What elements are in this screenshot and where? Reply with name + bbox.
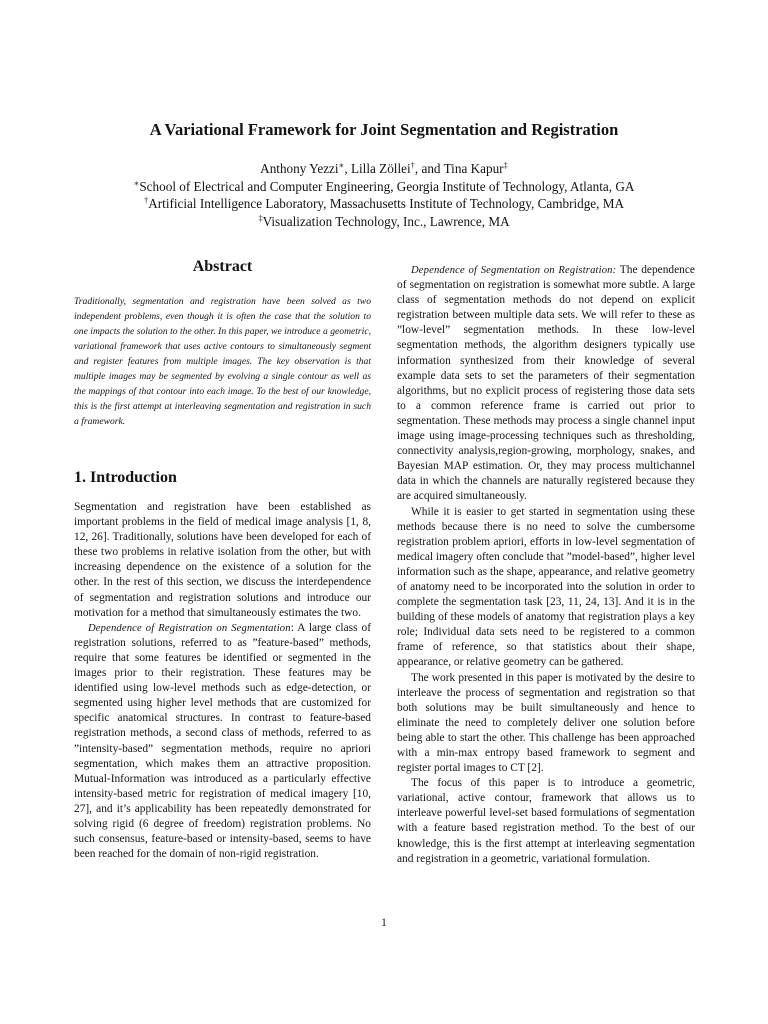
affiliation-mark: ∗ — [133, 177, 140, 188]
paper-title: A Variational Framework for Joint Segmentation and Registration — [149, 120, 619, 139]
author-mark: † — [410, 160, 415, 170]
author-separator: , and — [414, 161, 444, 176]
intro-paragraph-2 — [74, 621, 371, 863]
author-zollei: Lilla Zöllei — [350, 161, 411, 176]
affiliation-text: Visualization Technology, Inc., Lawrence, MA — [262, 213, 510, 229]
left-column-body — [74, 500, 371, 862]
affiliation-2 — [0, 195, 768, 213]
intro-paragraph-5: The work presented in this paper is motivated by the desire to interleave the process of segmentation and registration so that both solutions may be built simultaneously and hence to eliminate the need to completely deliver one solution before being able to start the other. This challenge has been approached with a min-max entropy based framework to segment and register portal images to CT [2]. — [397, 671, 695, 775]
affiliation-text: School of Electrical and Computer Engineering, Georgia Institute of Technology, Atlanta, GA — [139, 178, 635, 194]
author-line — [0, 160, 768, 178]
abstract-heading: Abstract — [192, 258, 253, 275]
runin-heading-segmentation: Dependence of Segmentation on Registration: — [411, 265, 617, 276]
affiliation-1 — [0, 178, 768, 196]
affiliation-3 — [0, 213, 768, 231]
abstract-text: Traditionally, segmentation and registration have been solved as two independent problems, even though it is often the case that the solution to one impacts the solution to the other. In this paper, we introduce a geometric, variational framework that uses active contours to simultaneously segment and register features from multiple images. The key observation is that multiple images may be segmented by evolving a single contour as well as the mappings of that contour into each image. To the best of our knowledge, this is the first attempt at interleaving segmentation and registration in such a framework. — [74, 296, 371, 427]
intro-paragraph-6: The focus of this paper is to introduce a geometric, variational, active contour, framework that allows us to interleave powerful level-set based formulations of segmentation with a feature based registration method. To the best of our knowledge, this is the first attempt at interleaving segmentation and registration in a geometric, variational formulation. — [397, 777, 695, 865]
right-column-body — [397, 263, 695, 867]
paragraph-text: : A large class of registration solutions, referred to as ”feature-based” methods, require that some features be identified or segmented in the images prior to their registration. These features may be identified using low-level methods such as edge-detection, or segmented using higher level methods that are customized for specific anatomical structures. In contrast to feature-based registration methods, a second class of methods, referred to as ”intensity-based” segmentation methods, require no apriori segmentation, which makes them an attractive proposition. Mutual-Information was introduced as a particularly effective intensity-based metric for registration of medical imagery [10, 27], and it’s applicability has been repeatedly demonstrated for solving rigid (6 degree of freedom) registration problems. No such consensus, feature-based or intensity-based, seems to have been reached for the domain of non-rigid registration. — [74, 621, 371, 861]
affiliation-mark: † — [143, 195, 149, 206]
intro-paragraph-4: While it is easier to get started in segmentation using these methods because there is no need to solve the cumbersome registration problem apriori, efforts in low-level segmentation of medical imagery often conclude that ”model-based”, higher level information such as the shape, appearance, and relative geometry of anatomy need to be incorporated into the solution in order to complete the segmentation task [23, 11, 24, 13]. And it is in the building of these models of anatomy that registration plays a key role; Individual data sets need to be registered to a common frame of reference, so that statistics about their shape, appearance, or relative geometry can be gathered. — [397, 505, 695, 669]
author-block — [0, 160, 768, 230]
author-yezzi: Anthony Yezzi — [260, 161, 339, 176]
author-mark: ‡ — [503, 160, 508, 170]
page-number: 1 — [381, 917, 387, 929]
paragraph-text: The dependence of segmentation on registration is somewhat more subtle. A large class of segmentation methods do not depend on explicit registration between multiple data sets. We will refer to these as ”low-level” segmentation methods. In these low-level segmentation methods, the algorithm designers typically use information synthesized from their knowledge of several example data sets to set the parameters of their segmentation algorithms, but no explicit process of registering those data sets to a common reference frame is carried out prior to segmentation. These methods may process a single channel input image using image-processing techniques such as thresholding, connectivity analysis,region-growing, morphology, snakes, and Bayesian MAP estimation. Or, they may process multichannel data in which the channels are naturally registered because they are acquired simultaneously. — [397, 264, 695, 503]
runin-heading-registration: Dependence of Registration on Segmentation — [88, 622, 291, 634]
author-separator: , — [344, 161, 351, 176]
introduction-heading: 1. Introduction — [74, 469, 177, 486]
affiliation-text: Artificial Intelligence Laboratory, Massachusetts Institute of Technology, Cambridge, MA — [148, 196, 625, 212]
author-mark: ∗ — [338, 160, 345, 170]
author-kapur: Tina Kapur — [443, 161, 504, 176]
intro-paragraph-1: Segmentation and registration have been established as important problems in the field of medical image analysis [1, 8, 12, 26]. Traditionally, solutions have been developed for each of these two problems in relative isolation from the other, but with increasing dependence on the existence of a solution for the other. In the rest of this section, we discuss the interdependence of segmentation and registration solutions and introduce our motivation for a method that simultaneously estimates the two. — [74, 501, 371, 619]
affiliation-mark: ‡ — [258, 212, 263, 223]
intro-paragraph-3 — [397, 263, 695, 505]
